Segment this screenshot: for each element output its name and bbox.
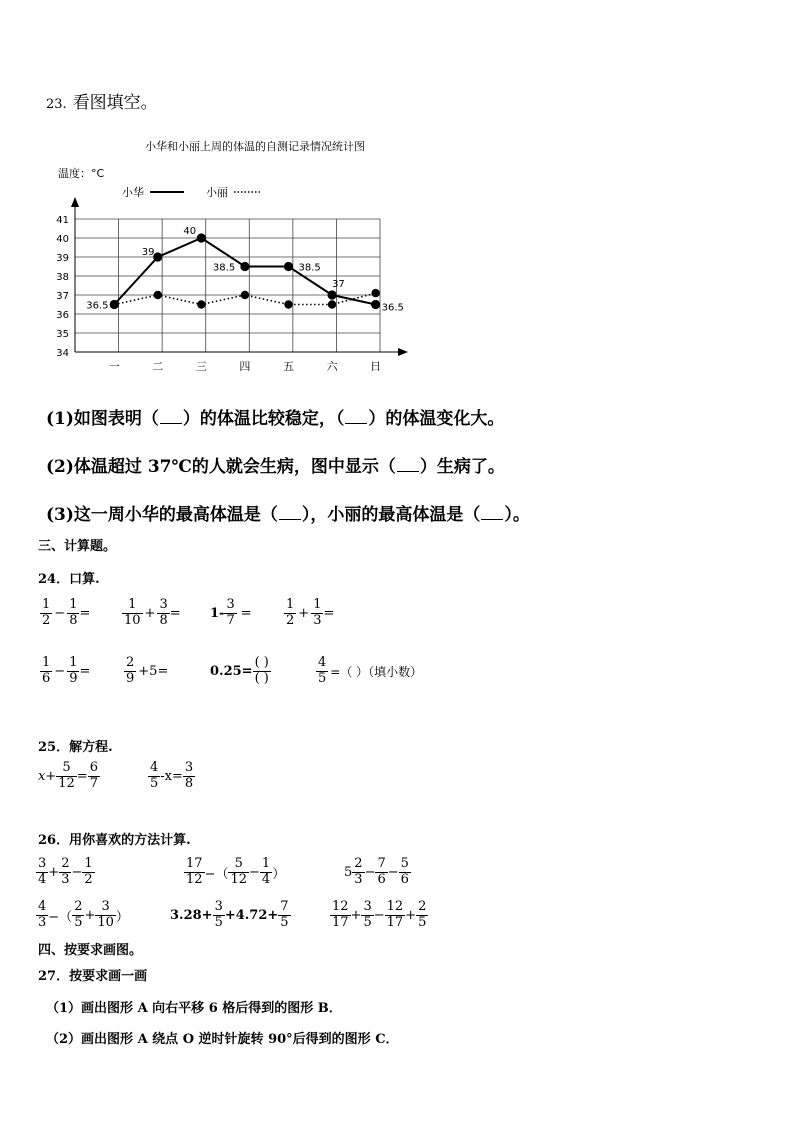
data-point-xiaoli [154,291,162,299]
q26-r1-e3: 5 $\frac{2}{3}$ − $\frac{7}{6}$ − $\frac{5}{6}$ [344,856,409,887]
y-tick-label: 40 [56,234,69,245]
q25-e2: $\frac{4}{5}$ -x= $\frac{3}{8}$ [150,760,194,791]
data-point-xiaohua [197,233,206,242]
q24-r1-e1: $\frac{1}{2}$ − $\frac{1}{8}$ = [42,597,91,628]
x-tick-label: 二 [152,360,164,373]
data-point-xiaoli [284,300,292,308]
q23-sub3-blank1[interactable] [279,507,301,520]
data-label-xiaohua: 40 [183,226,197,237]
q24-r2-e4: $\frac{4}{5}$ =（ ）（填小数） [318,655,423,686]
fraction: $\frac{1}{9}$ [69,655,78,686]
y-tick-label: 39 [56,253,69,264]
q26-r2-e3: $\frac{12}{17}$ + $\frac{3}{5}$ − $\frac{12}{17}$ + $\frac{2}{5}$ [332,899,427,930]
chart-y-axis-label: 温度：°C [58,167,105,180]
x-tick-label: 五 [283,360,294,373]
q23-number: 23. [46,97,67,112]
q26-r1-e1: $\frac{3}{4}$ + $\frac{2}{3}$ − $\frac{1}{2}$ [38,856,93,887]
x-axis-arrow [398,348,408,356]
fraction: $\frac{3}{8}$ [159,597,168,628]
q23-sub3-mid: ），小丽的最高体温是（ [301,505,481,525]
q23-sub1-suffix: ）的体温变化大。 [368,409,505,429]
q23-sub1-blank1[interactable] [160,411,182,424]
fraction: $\frac{5}{12}$ [58,760,75,791]
legend-label-xiaohua: 小华 [122,186,144,199]
q23-sub2 [46,452,505,477]
data-point-xiaoli [371,289,379,297]
data-label-xiaohua: 39 [141,247,155,258]
chart-series [86,226,404,314]
fraction: $\frac{1}{10}$ [124,597,141,628]
data-label-xiaohua: 38.5 [298,262,321,274]
chart-legend [122,185,262,199]
y-tick-label: 34 [56,348,69,359]
q23-sub3-prefix: (3)这一周小华的最高体温是（ [46,505,278,525]
data-label-xiaohua: 37 [332,279,345,290]
q23-sub2-blank1[interactable] [397,459,419,472]
chart-axes [71,197,408,356]
q26-r2-e1: $\frac{4}{3}$ −（ $\frac{2}{5}$ + $\frac{3}{10}$ ） [38,899,129,930]
x-tick-label: 日 [370,360,382,373]
temperature-line-chart [50,130,420,380]
data-point-xiaoli [241,291,249,299]
data-point-xiaohua [153,252,162,261]
q24-r2-e3: 0.25= $\frac{( )}{( )}$ [210,655,269,686]
q24-r1-e3: 1- $\frac{3}{7}$ = [210,597,252,628]
q24-r1-e4: $\frac{1}{2}$ + $\frac{1}{3}$ = [286,597,335,628]
fraction: $\frac{1}{2}$ [286,597,295,628]
q26-title: 26．用你喜欢的方法计算. [38,833,191,848]
q25-e1: x+ $\frac{5}{12}$ = $\frac{6}{7}$ [38,760,98,791]
legend-label-xiaoli: 小丽 [206,186,228,199]
fraction-blank[interactable]: $\frac{( )}{( )}$ [254,655,269,686]
fraction: $\frac{3}{8}$ [184,760,194,791]
data-label-xiaohua: 38.5 [212,262,236,274]
q23-sub1-mid: ）的体温比较稳定，（ [182,409,345,429]
q23-sub2-suffix: ）生病了。 [419,457,505,477]
q23-sub3-suffix: ）。 [504,505,530,525]
q24-r2-e1: $\frac{1}{6}$ − $\frac{1}{9}$ = [42,655,91,686]
q27-title: 27．按要求画一画 [38,969,148,984]
q24-title: 24．口算. [38,572,100,587]
q25-title: 25．解方程. [38,740,113,755]
x-tick-label: 四 [239,360,251,373]
fraction: $\frac{6}{7}$ [89,760,98,791]
data-point-xiaohua [371,300,380,309]
fraction: $\frac{2}{9}$ [126,655,135,686]
fraction: $\frac{4}{5}$ [150,760,159,791]
fraction: $\frac{1}{3}$ [313,597,322,628]
y-tick-label: 38 [56,272,69,283]
q27-part2: （2）画出图形 A 绕点 O 逆时针旋转 90°后得到的图形 C． [46,1032,399,1047]
q23-sub1-prefix: (1)如图表明（ [46,409,159,429]
section-4-title: 四、按要求画图。 [38,943,143,958]
y-tick-label: 37 [56,291,69,302]
x-tick-label: 三 [195,360,207,373]
x-tick-label: 一 [108,360,120,373]
section-3-title: 三、计算题。 [38,539,117,554]
q23-heading [46,88,158,113]
fraction: $\frac{4}{5}$ [318,655,327,686]
q23-sub3-blank2[interactable] [481,507,503,520]
data-point-xiaoli [328,300,336,308]
y-tick-label: 41 [56,215,69,226]
data-point-xiaoli [197,300,205,308]
chart-title: 小华和小丽上周的体温的自测记录情况统计图 [145,140,365,153]
fraction: $\frac{1}{2}$ [42,597,51,628]
q23-sub3 [46,500,530,525]
q24-r1-e2: $\frac{1}{10}$ + $\frac{3}{8}$ = [124,597,181,628]
data-point-xiaohua [110,300,119,309]
q23-sub1 [46,404,504,429]
q26-r2-e2: 3.28+ $\frac{3}{5}$ +4.72+ $\frac{7}{5}$ [170,899,289,930]
data-label-xiaohua: 36.5 [381,302,404,314]
data-point-xiaohua [327,290,336,299]
q23-sub2-prefix: (2)体温超过 37℃的人就会生病，图中显示（ [46,457,396,477]
y-axis-arrow [71,197,79,207]
fraction: $\frac{1}{6}$ [42,655,51,686]
q24-r2-e2: $\frac{2}{9}$ +5= [126,655,169,686]
x-tick-label: 六 [326,360,338,373]
y-tick-label: 36 [56,310,69,321]
fraction: $\frac{1}{8}$ [69,597,78,628]
q26-r1-e2: $\frac{17}{12}$ −（ $\frac{5}{12}$ − $\frac{1}{4}$ ） [186,856,286,887]
data-label-xiaohua: 36.5 [86,300,109,312]
y-tick-label: 35 [56,329,69,340]
data-point-xiaohua [284,262,293,271]
fraction: $\frac{3}{7}$ [226,597,235,628]
q23-sub1-blank2[interactable] [345,411,367,424]
q23-title: 看图填空。 [72,93,158,113]
data-point-xiaohua [240,262,249,271]
q27-part1: （1）画出图形 A 向右平移 6 格后得到的图形 B． [46,1001,342,1016]
